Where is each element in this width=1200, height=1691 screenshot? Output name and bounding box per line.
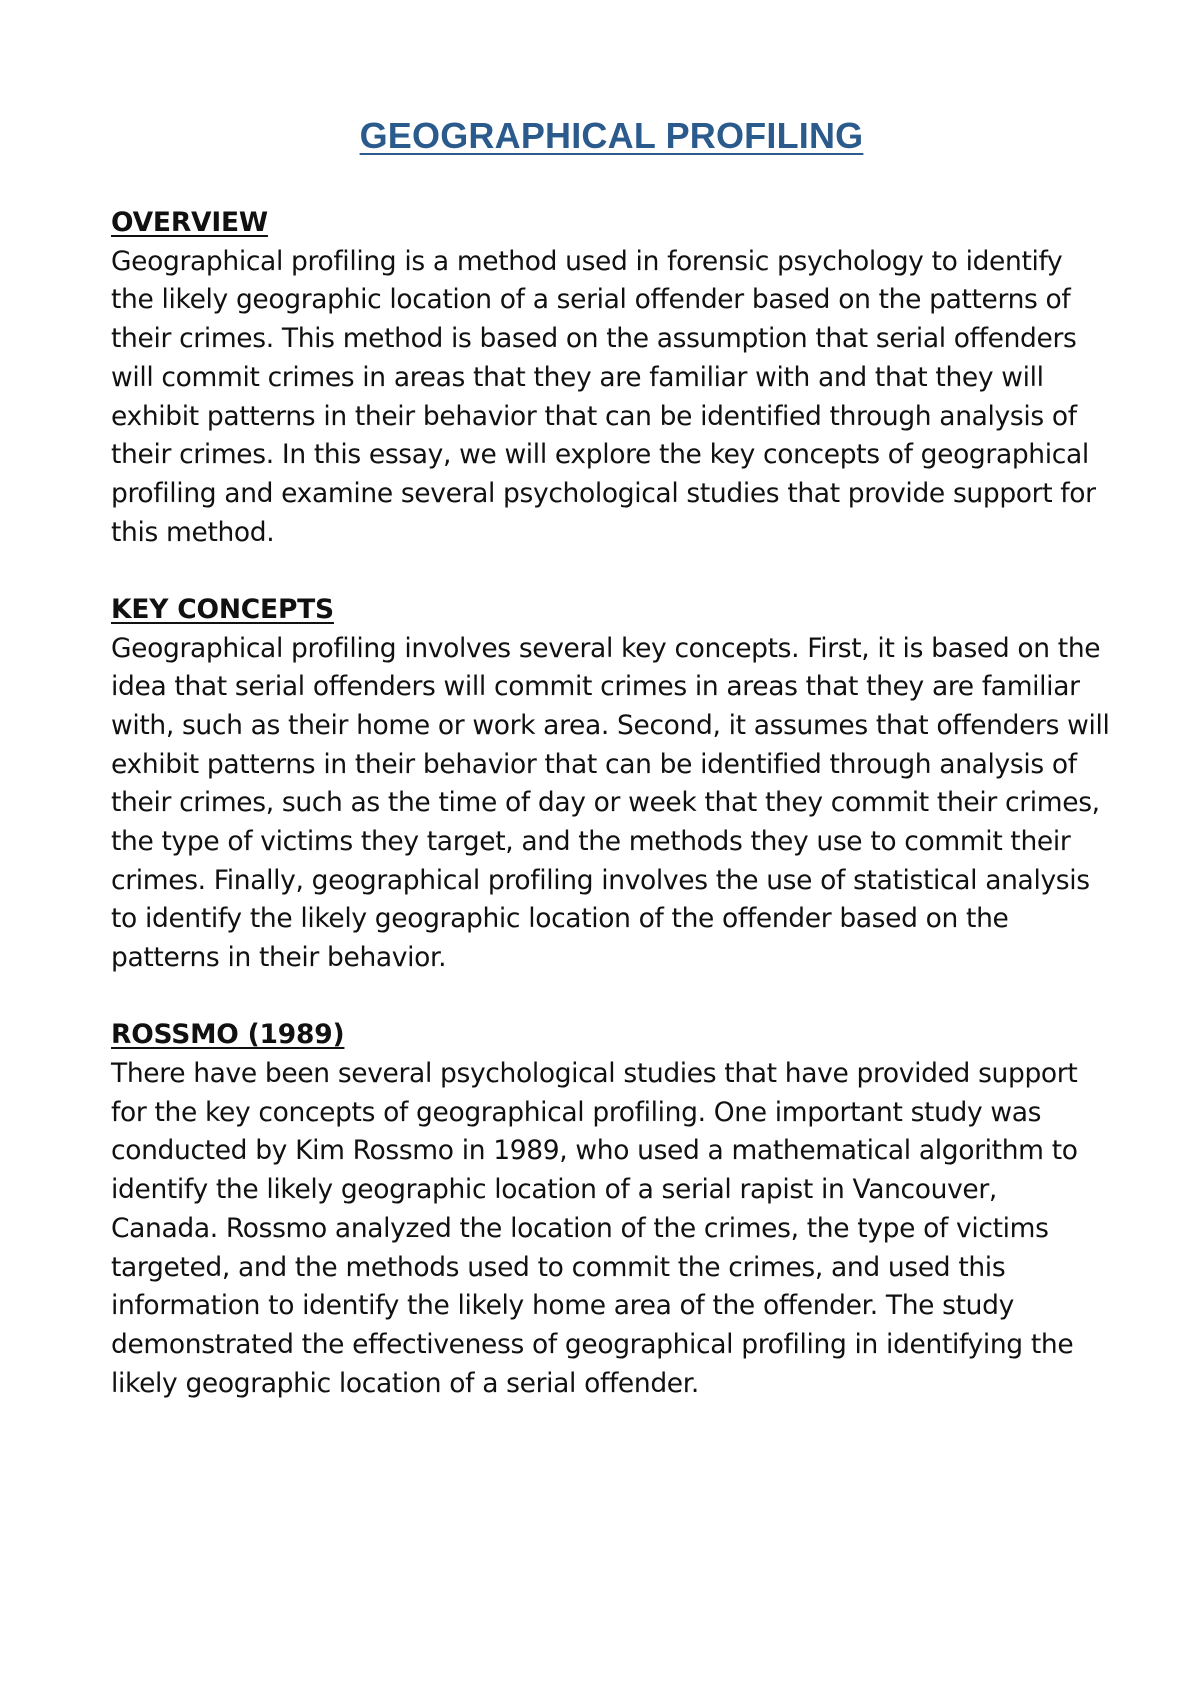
- section-rossmo: [111, 1016, 1100, 1403]
- document-title: GEOGRAPHICAL PROFILING: [359, 115, 864, 156]
- section-body-overview: Geographical profiling is a method used in forensic psychology to identify the likely geographic location of a serial offender based on the patterns of their crimes. This method is based on the assumption that serial offenders will commit crimes in areas that they are familiar with and that they will exhibit patterns in their behavior that can be identified through analysis of their crimes. In this essay, we will explore the key concepts of geographical profiling and examine several psychological studies that provide support for this method.: [111, 245, 1096, 548]
- section-body-rossmo: There have been several psychological studies that have provided support for the key concepts of geographical profiling. One important study was conducted by Kim Rossmo in 1989, who used a mathematical algorithm to identify the likely geographic location of a serial rapist in Vancouver, Canada. Rossmo analyzed the location of the crimes, the type of victims targeted, and the methods used to commit the crimes, and used this information to identify the likely home area of the offender. The study demonstrated the effectiveness of geographical profiling in identifying the likely geographic location of a serial offender.: [111, 1058, 1078, 1399]
- section-heading-rossmo: ROSSMO (1989): [111, 1019, 345, 1051]
- section-overview: [111, 204, 1100, 552]
- section-heading-overview: OVERVIEW: [111, 207, 268, 238]
- section-body-key-concepts: Geographical profiling involves several key concepts. First, it is based on the idea that serial offenders will commit crimes in areas that they are familiar with, such as their home or work area. Second, it assumes that offenders will exhibit patterns in their behavior that can be identified through analysis of their crimes, such as the time of day or week that they commit their crimes, the type of victims they target, and the methods they use to commit their crimes. Finally, geographical profiling involves the use of statistical analysis to identify the likely geographic location of the offender based on the patterns in their behavior.: [111, 632, 1110, 974]
- section-key-concepts: [111, 591, 1110, 978]
- section-heading-key-concepts: KEY CONCEPTS: [111, 593, 334, 625]
